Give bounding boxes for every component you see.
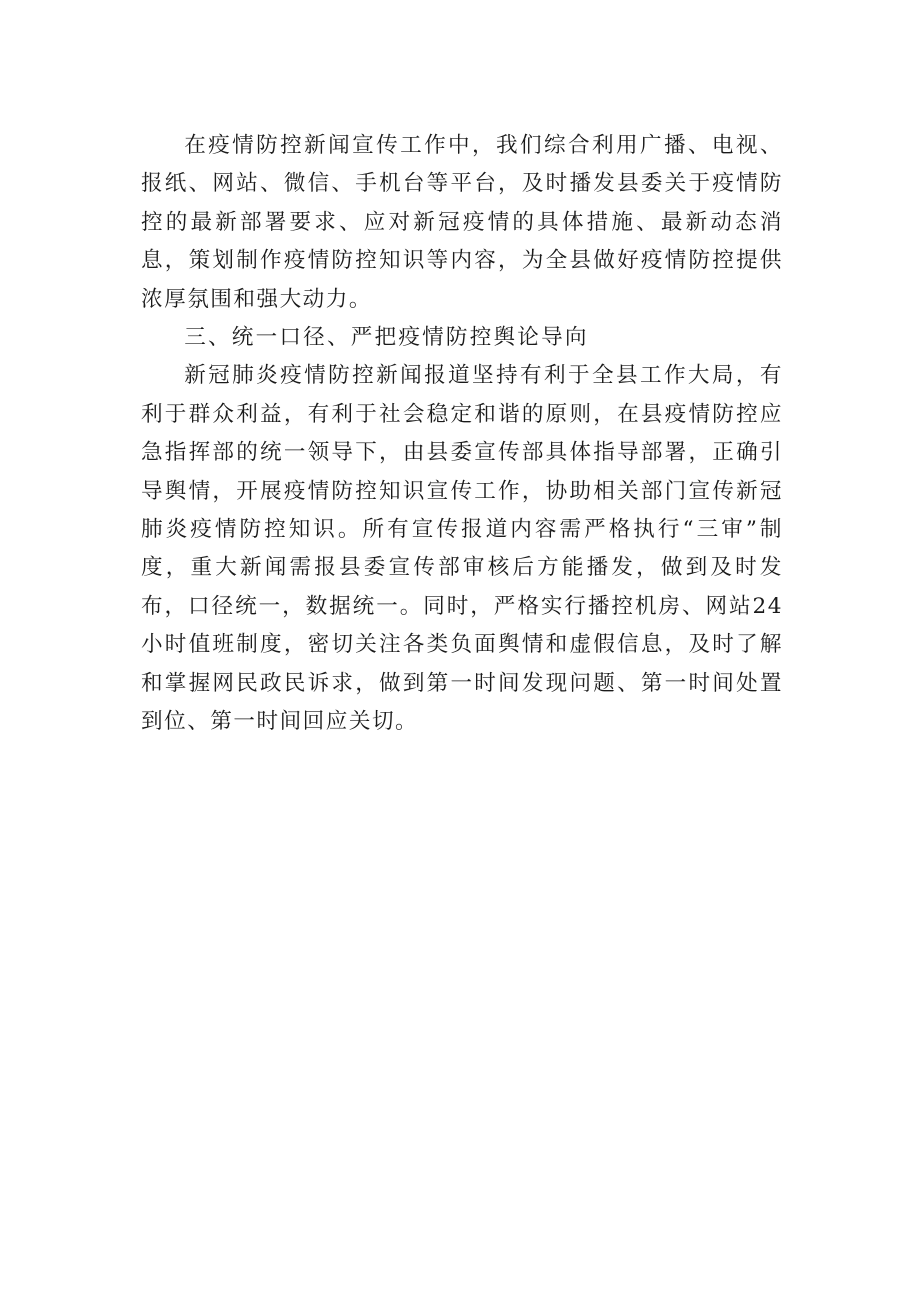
paragraph-unified-messaging: 新冠肺炎疫情防控新闻报道坚持有利于全县工作大局，有利于群众利益，有利于社会稳定和谐的原则，在县疫情防控应急指挥部的统一领导下，由县委宣传部具体指导部署，正确引导舆情，开展疫情防控知识宣传工作，协助相关部门宣传新冠肺炎疫情防控知识。所有宣传报道内容需严格执行“三审”制度，重大新闻需报县委宣传部审核后方能播发，做到及时发布，口径统一，数据统一。同时，严格实行播控机房、网站24小时值班制度，密切关注各类负面舆情和虚假信息，及时了解和掌握网民政民诉求，做到第一时间发现问题、第一时间处置到位、第一时间回应关切。 [141,363,783,735]
section-heading: 三、统一口径、严把疫情防控舆论导向 [184,325,589,351]
paragraph-publicity-platforms: 在疫情防控新闻宣传工作中，我们综合利用广播、电视、报纸、网站、微信、手机台等平台，及时播发县委关于疫情防控的最新部署要求、应对新冠疫情的具体措施、最新动态消息，策划制作疫情防控知识等内容，为全县做好疫情防控提供浓厚氛围和强大动力。 [141,133,783,312]
document-body [141,127,783,742]
